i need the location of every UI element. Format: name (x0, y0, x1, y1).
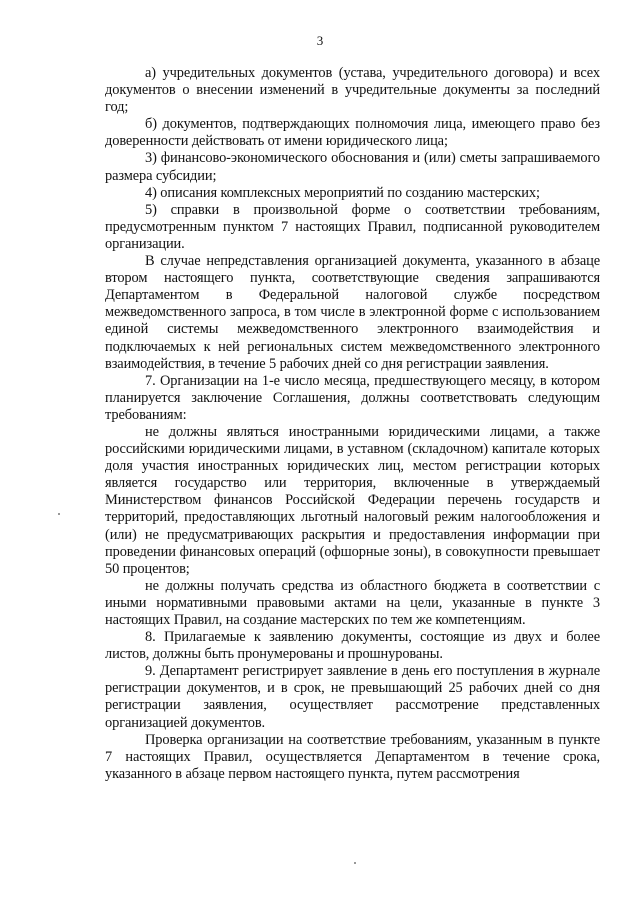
paragraph-a-constituent-documents: а) учредительных документов (устава, учредительного договора) и всех документов о внесении изменений в учредительные документы за последний год; (105, 65, 600, 116)
paragraph-organization-check: Проверка организации на соответствие требованиям, указанным в пункте 7 настоящих Правил, осуществляется Департаментом в течение срока, указанного в абзаце первом настоящего пункта, путем рассмотрения (105, 731, 600, 782)
paragraph-9-registration: 9. Департамент регистрирует заявление в день его поступления в журнале регистрации документов, и в срок, не превышающий 25 рабочих дней со дня регистрации заявления, осуществляет рассмотрение представленных организацией документов. (105, 663, 600, 731)
scan-speck (354, 862, 356, 864)
paragraph-foreign-entities: не должны являться иностранными юридическими лицами, а также российскими юридическими лицами, в уставном (складочном) капитале которых доля участия иностранных юридических лиц, местом регистрации которых является государство или территория, включенные в утверждаемый Министерством финансов Российской Федерации перечень государств и территорий, предоставляющих льготный налоговый режим налогообложения и (или) не предусматривающих раскрытия и предоставления информации при проведении финансовых операций (офшорные зоны), в совокупности превышает 50 процентов; (105, 423, 600, 577)
document-body (105, 65, 600, 783)
page-number: 3 (316, 33, 324, 48)
paragraph-4-workshop-measures: 4) описания комплексных мероприятий по созданию мастерских; (145, 184, 540, 201)
paragraph-7-requirements: 7. Организации на 1-е число месяца, предшествующего месяцу, в котором планируется заключение Соглашения, должны соответствовать следующим требованиям: (105, 372, 600, 423)
paragraph-b-authority-documents: б) документов, подтверждающих полномочия лица, имеющего право без доверенности действовать от имени юридического лица; (105, 116, 600, 150)
scan-speck (58, 513, 60, 515)
paragraph-8-documents-numbered: 8. Прилагаемые к заявлению документы, состоящие из двух и более листов, должны быть пронумерованы и прошнурованы. (105, 629, 600, 663)
paragraph-5-compliance-certificate: 5) справки в произвольной форме о соответствии требованиям, предусмотренным пунктом 7 настоящих Правил, подписанной руководителем организации. (105, 201, 600, 252)
paragraph-3-financial-justification: 3) финансово-экономического обоснования и (или) сметы запрашиваемого размера субсидии; (105, 150, 600, 184)
paragraph-interagency-request: В случае непредставления организацией документа, указанного в абзаце втором настоящего пункта, соответствующие сведения запрашиваются Департаментом в Федеральной налоговой службе посредством межведомственного запроса, в том числе в электронной форме с использованием единой системы межведомственного электронного взаимодействия и подключаемых к ней региональных систем межведомственного электронного взаимодействия, в течение 5 рабочих дней со дня регистрации заявления. (105, 253, 600, 372)
paragraph-regional-budget: не должны получать средства из областного бюджета в соответствии с иными нормативными правовыми актами на цели, указанные в пункте 3 настоящих Правил, на создание мастерских по тем же компетенциям. (105, 577, 600, 628)
